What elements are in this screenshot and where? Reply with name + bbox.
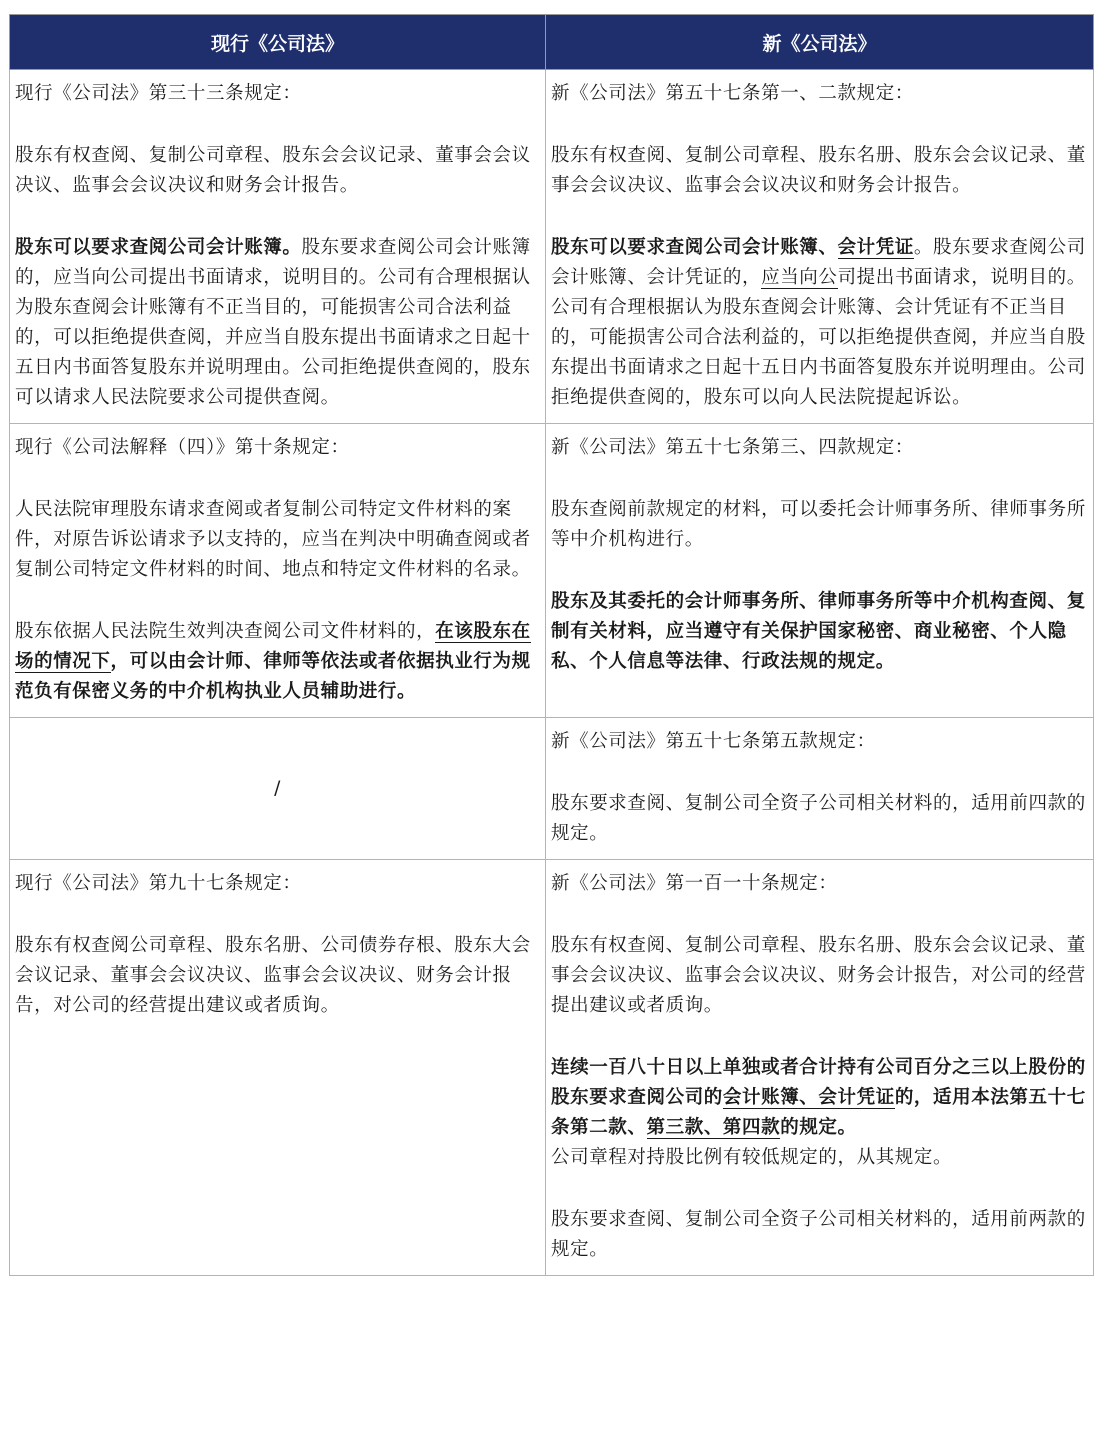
paragraph: 股东有权查阅、复制公司章程、股东名册、股东会会议记录、董事会会议决议、监事会会议决议、财务会计报告，对公司的经营提出建议或者质询。 bbox=[551, 935, 1086, 1016]
paragraph bbox=[551, 233, 1087, 413]
paragraph: 股东要求查阅、复制公司全资子公司相关材料的，适用前四款的规定。 bbox=[551, 793, 1086, 844]
bold-underlined-text: 在该股东在场的情况下 bbox=[15, 621, 531, 672]
paragraph: 股东有权查阅公司章程、股东名册、公司债券存根、股东大会会议记录、董事会会议决议、监事会会议决议、财务会计报告，对公司的经营提出建议或者质询。 bbox=[15, 935, 531, 1016]
bold-paragraph: 股东及其委托的会计师事务所、律师事务所等中介机构查阅、复制有关材料，应当遵守有关保护国家秘密、商业秘密、个人隐私、个人信息等法律、行政法规的规定。 bbox=[551, 591, 1086, 672]
comparison-table bbox=[9, 14, 1094, 1276]
article-heading: 现行《公司法》第三十三条规定： bbox=[15, 83, 302, 104]
old-law-empty-cell bbox=[10, 718, 546, 860]
bold-text: 的规定。 bbox=[780, 1117, 857, 1138]
text: 。股东要求查阅公司会计账簿、会计凭证的， bbox=[551, 237, 1086, 288]
underlined-text: 应当向公 bbox=[761, 267, 838, 288]
bold-text: 连续一百八十日以上单独或者合计持有公司百分之三以上股份的股东要求查阅公司的 bbox=[551, 1057, 1086, 1108]
article-heading: 新《公司法》第五十七条第一、二款规定： bbox=[551, 83, 914, 104]
new-law-cell bbox=[546, 70, 1094, 424]
article-heading: 新《公司法》第五十七条第三、四款规定： bbox=[551, 437, 914, 458]
paragraph: 股东有权查阅、复制公司章程、股东会会议记录、董事会会议决议、监事会会议决议和财务会计报告。 bbox=[15, 145, 531, 196]
table-row bbox=[10, 424, 1094, 718]
old-law-cell bbox=[10, 70, 546, 424]
bold-underlined-text: 第三款、第四款 bbox=[646, 1117, 781, 1138]
text: 股东依据人民法院生效判决查阅公司文件材料的， bbox=[15, 621, 436, 642]
paragraph bbox=[551, 1053, 1087, 1173]
paragraph: 人民法院审理股东请求查阅或者复制公司特定文件材料的案件，对原告诉讼请求予以支持的，应当在判决中明确查阅或者复制公司特定文件材料的时间、地点和特定文件材料的名录。 bbox=[15, 499, 531, 580]
article-heading: 现行《公司法》第九十七条规定： bbox=[15, 873, 302, 894]
text: 公司章程对持股比例有较低规定的，从其规定。 bbox=[551, 1147, 953, 1168]
text: 股东要求查阅公司会计账簿的，应当向公司提出书面请求，说明目的。公司有合理根据认为股东查阅会计账簿有不正当目的，可能损害公司合法利益的，可以拒绝提供查阅，并应当自股东提出书面请求之日起十五日内书面答复股东并说明理由。公司拒绝提供查阅的，股东可以请求人民法院要求公司提供查阅。 bbox=[15, 237, 531, 408]
new-law-cell bbox=[546, 424, 1094, 718]
paragraph: 股东要求查阅、复制公司全资子公司相关材料的，适用前两款的规定。 bbox=[551, 1209, 1086, 1260]
old-law-cell bbox=[10, 860, 546, 1276]
new-law-cell bbox=[546, 718, 1094, 860]
text: 司提出书面请求，说明目的。公司有合理根据认为股东查阅会计账簿、会计凭证有不正当目的，可能损害公司合法利益的，可以拒绝提供查阅，并应当自股东提出书面请求之日起十五日内书面答复股东并说明理由。公司拒绝提供查阅的，股东可以向人民法院提起诉讼。 bbox=[551, 267, 1086, 408]
table-row bbox=[10, 70, 1094, 424]
header-row bbox=[10, 15, 1094, 70]
table-row bbox=[10, 860, 1094, 1276]
paragraph: 股东查阅前款规定的材料，可以委托会计师事务所、律师事务所等中介机构进行。 bbox=[551, 499, 1086, 550]
bold-text: 的，适用本法第五十七条第二款、 bbox=[551, 1087, 1086, 1138]
bold-underlined-text: 会计账簿、会计凭证 bbox=[722, 1087, 895, 1108]
header-old-law: 现行《公司法》 bbox=[10, 15, 546, 70]
paragraph bbox=[15, 233, 539, 413]
article-heading: 现行《公司法解释（四）》第十条规定： bbox=[15, 437, 350, 458]
paragraph: 股东有权查阅、复制公司章程、股东名册、股东会会议记录、董事会会议决议、监事会会议决议和财务会计报告。 bbox=[551, 145, 1086, 196]
empty-placeholder: / bbox=[274, 777, 281, 799]
table-row bbox=[10, 718, 1094, 860]
bold-text: 股东可以要求查阅公司会计账簿、 bbox=[551, 237, 838, 258]
bold-underlined-text: 会计凭证 bbox=[837, 237, 914, 258]
old-law-cell bbox=[10, 424, 546, 718]
article-heading: 新《公司法》第一百一十条规定： bbox=[551, 873, 838, 894]
header-new-law: 新《公司法》 bbox=[546, 15, 1094, 70]
paragraph bbox=[15, 617, 539, 707]
new-law-cell bbox=[546, 860, 1094, 1276]
article-heading: 新《公司法》第五十七条第五款规定： bbox=[551, 731, 876, 752]
bold-text: 股东可以要求查阅公司会计账簿。 bbox=[15, 237, 302, 258]
bold-text: ，可以由会计师、律师等依法或者依据执业行为规范负有保密义务的中介机构执业人员辅助进行。 bbox=[15, 651, 531, 702]
